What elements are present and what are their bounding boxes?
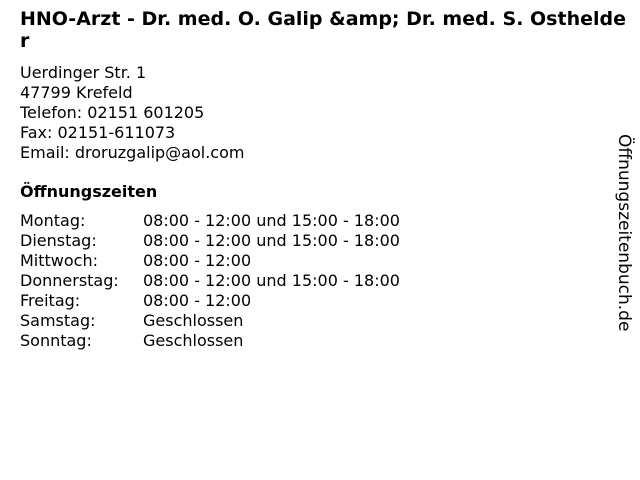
hours-row-sunday (20, 331, 610, 351)
phone-number: Telefon: 02151 601205 (20, 103, 205, 122)
opening-hours-heading: Öffnungszeiten (20, 182, 158, 201)
hours-day: Mittwoch: (20, 251, 98, 270)
hours-row-monday (20, 211, 610, 231)
hours-day: Donnerstag: (20, 271, 119, 290)
hours-day: Sonntag: (20, 331, 92, 350)
hours-row-wednesday (20, 251, 610, 271)
address-city: 47799 Krefeld (20, 83, 133, 102)
email-address: Email: droruzgalip@aol.com (20, 143, 245, 162)
hours-day: Dienstag: (20, 231, 97, 250)
hours-time: 08:00 - 12:00 (143, 291, 252, 310)
hours-row-thursday (20, 271, 610, 291)
hours-row-tuesday (20, 231, 610, 251)
hours-time: Geschlossen (143, 311, 244, 330)
hours-time: 08:00 - 12:00 und 15:00 - 18:00 (143, 231, 400, 250)
hours-time: 08:00 - 12:00 und 15:00 - 18:00 (143, 211, 400, 230)
address-street: Uerdinger Str. 1 (20, 63, 147, 82)
page-title: HNO-Arzt - Dr. med. O. Galip &amp; Dr. med. S. Osthelder (20, 8, 626, 52)
hours-time: Geschlossen (143, 331, 244, 350)
hours-time: 08:00 - 12:00 (143, 251, 252, 270)
hours-day: Freitag: (20, 291, 81, 310)
site-watermark-label: Öffnungszeitenbuch.de (614, 134, 634, 332)
hours-row-friday (20, 291, 610, 311)
opening-hours-table (20, 211, 610, 351)
hours-day: Samstag: (20, 311, 96, 330)
address-block (20, 63, 610, 163)
fax-number: Fax: 02151-611073 (20, 123, 176, 142)
hours-day: Montag: (20, 211, 86, 230)
hours-row-saturday (20, 311, 610, 331)
hours-time: 08:00 - 12:00 und 15:00 - 18:00 (143, 271, 400, 290)
